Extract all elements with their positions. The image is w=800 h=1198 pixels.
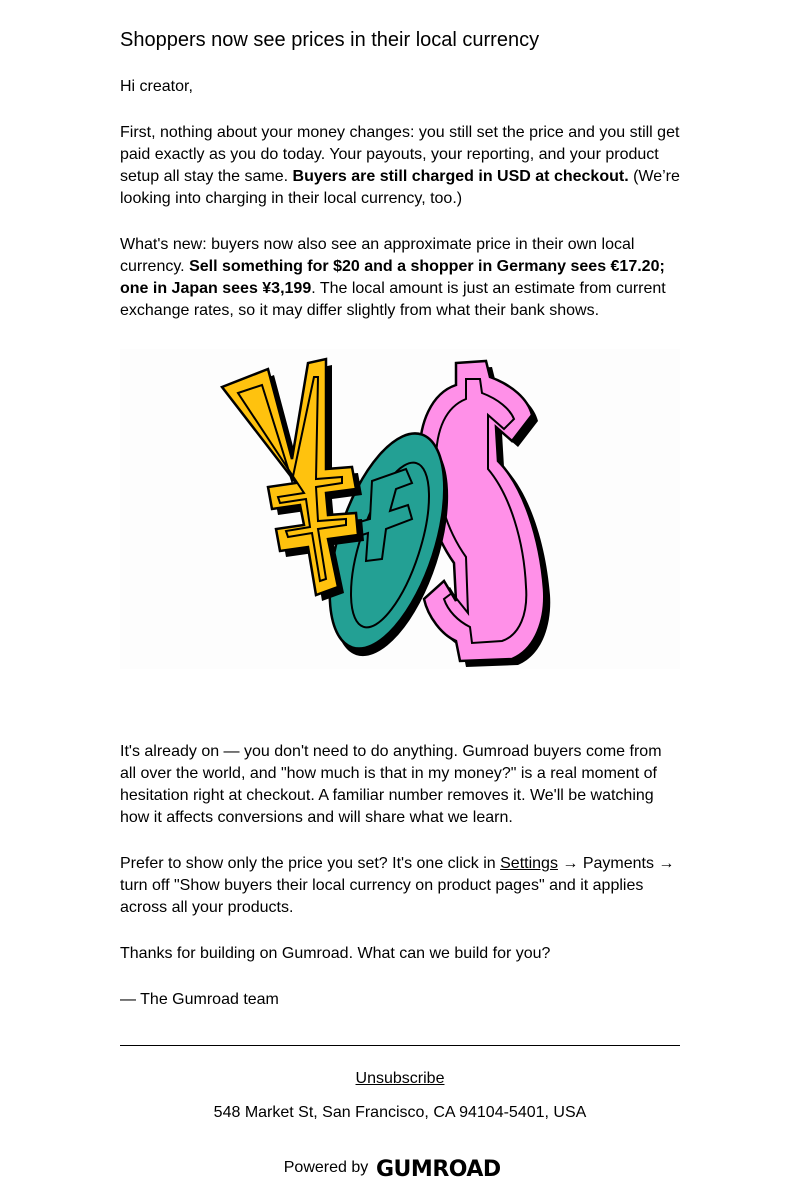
- paragraph-opt-out: [120, 853, 680, 919]
- p2-text-b: . The local amount is just an estimate from current exchange rates, so it may differ slightly from what their bank shows.: [120, 280, 666, 319]
- email-subject: Shoppers now see prices in their local currency: [120, 29, 540, 51]
- paragraph-money-unchanged: [120, 122, 680, 210]
- greeting: Hi creator,: [120, 78, 193, 95]
- unsubscribe-link[interactable]: Unsubscribe: [355, 1070, 445, 1087]
- paragraph-whats-new: [120, 234, 680, 322]
- currency-symbols-illustration: [120, 349, 680, 669]
- p2-text-a: What's new: buyers now also see an approximate price in their own local currency.: [120, 236, 635, 275]
- p4-text-a: Prefer to show only the price you set? It's one click in: [120, 855, 501, 872]
- paragraph-already-on: It's already on — you don't need to do anything. Gumroad buyers come from all over the world, and "how much is that in my money?" is a real moment of hesitation right at checkout. A familiar number removes it. We'll be watching how it affects conversions and will share what we learn.: [120, 743, 662, 826]
- p1-text-a: First, nothing about your money changes: you still set the price and you still get paid exactly as you do today. Your payouts, your reporting, and your product setup all stay the same.: [120, 124, 680, 185]
- settings-link[interactable]: Settings: [500, 855, 558, 872]
- paragraph-thanks: Thanks for building on Gumroad. What can we build for you?: [120, 945, 551, 962]
- powered-by-label: Powered by: [283, 1159, 369, 1176]
- footer-divider: [120, 1045, 680, 1046]
- powered-by: [120, 1156, 680, 1180]
- signoff: — The Gumroad team: [120, 991, 279, 1008]
- p2-bold: Sell something for $20 and a shopper in Germany sees €17.20; one in Japan sees ¥3,199: [120, 258, 665, 297]
- p4-text-b: → Payments → turn off "Show buyers their local currency on product pages" and it applies across all your products.: [120, 855, 675, 916]
- email-body: [120, 0, 680, 1180]
- p1-bold: Buyers are still charged in USD at checkout.: [292, 168, 629, 185]
- gumroad-logo-text: GUMROAD: [376, 1157, 501, 1180]
- footer: [120, 1068, 680, 1180]
- gumroad-logo-icon[interactable]: [376, 1156, 516, 1180]
- postal-address: 548 Market St, San Francisco, CA 94104-5401, USA: [213, 1104, 587, 1121]
- p1-text-b: (We’re looking into charging in their local currency, too.): [120, 168, 680, 207]
